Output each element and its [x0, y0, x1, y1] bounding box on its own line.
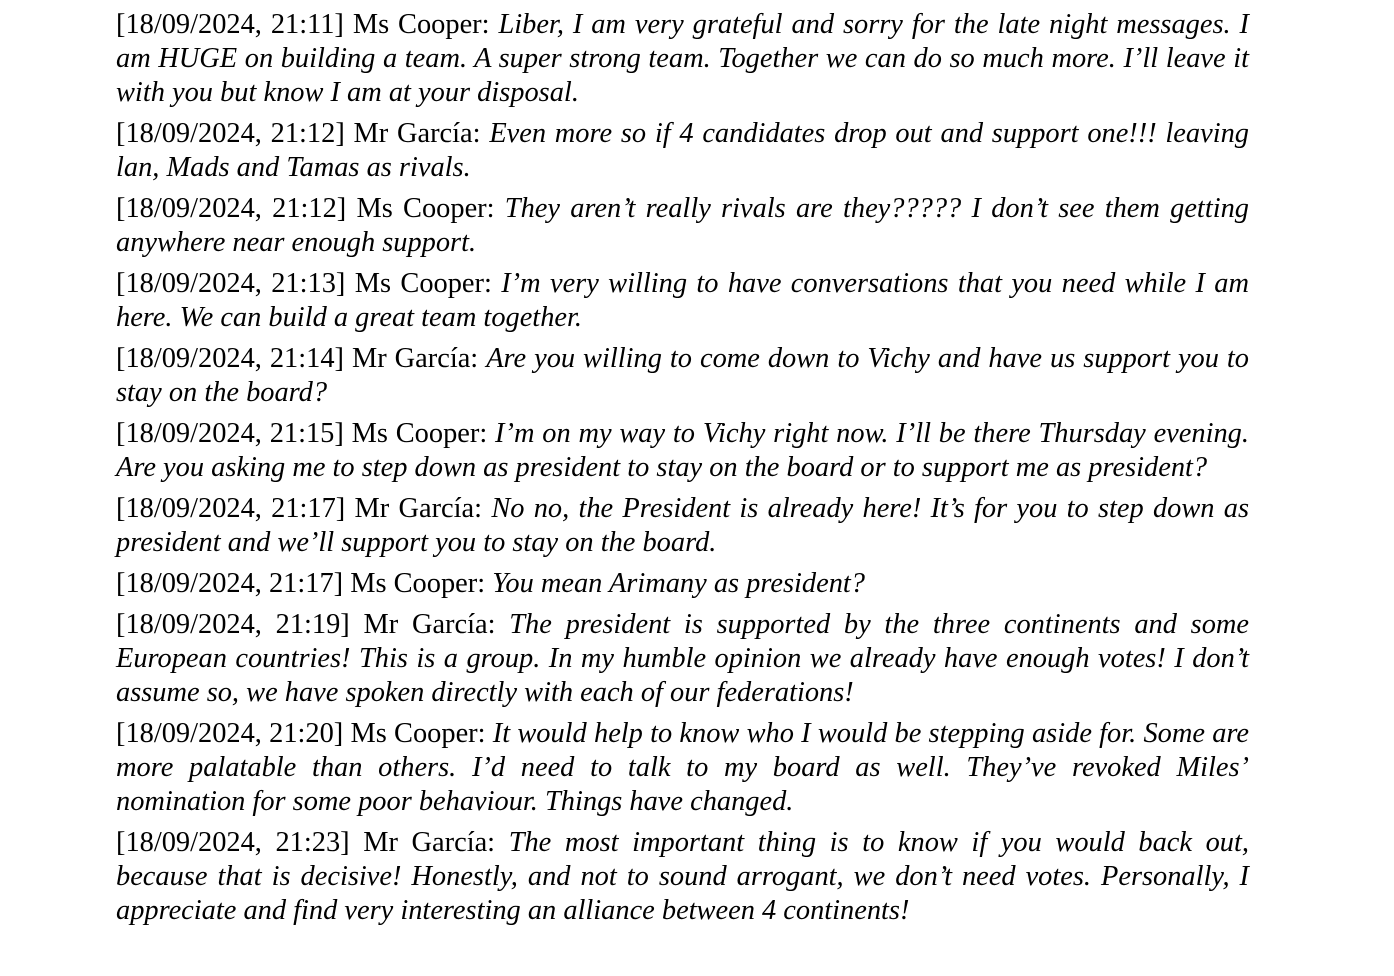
message-text: The president is supported by the three continents and some European countries! This is a group. In my humble opinion we already have enough votes! I don’t assume so, we have spoken directly with each of our federations! — [116, 609, 1249, 708]
message-timestamp: [18/09/2024, 21:14] — [116, 343, 344, 374]
message-timestamp: [18/09/2024, 21:12] — [116, 193, 347, 224]
message-speaker: Ms Cooper: — [350, 718, 486, 749]
message-timestamp: [18/09/2024, 21:12] — [116, 118, 345, 149]
message-speaker: Ms Cooper: — [354, 268, 492, 299]
message-11 — [116, 826, 1249, 928]
message-timestamp: [18/09/2024, 21:17] — [116, 493, 346, 524]
message-2 — [116, 117, 1249, 185]
message-speaker: Mr García: — [354, 493, 483, 524]
message-9 — [116, 608, 1249, 710]
message-6 — [116, 417, 1249, 485]
message-8 — [116, 567, 1249, 601]
message-timestamp: [18/09/2024, 21:23] — [116, 827, 350, 858]
message-text: No no, the President is already here! It’s for you to step down as president and we’ll support you to stay on the board. — [116, 493, 1250, 558]
message-text: Are you willing to come down to Vichy and have us support you to stay on the board? — [116, 343, 1250, 408]
message-speaker: Mr García: — [353, 118, 481, 149]
message-4 — [116, 267, 1249, 335]
message-timestamp: [18/09/2024, 21:11] — [116, 9, 344, 40]
message-timestamp: [18/09/2024, 21:15] — [116, 418, 344, 449]
message-text: Even more so if 4 candidates drop out and support one!!! leaving lan, Mads and Tamas as rivals. — [116, 118, 1249, 183]
message-text: Liber, I am very grateful and sorry for the late night messages. I am HUGE on building a team. A super strong team. Together we can do so much more. I’ll leave it with you but know I am at your disposal. — [116, 9, 1249, 108]
message-text: They aren’t really rivals are they????? I don’t see them getting anywhere near enough support. — [116, 193, 1249, 258]
message-text: I’m on my way to Vichy right now. I’ll be there Thursday evening. Are you asking me to step down as president to stay on the board or to support me as president? — [116, 418, 1249, 483]
message-text: I’m very willing to have conversations that you need while I am here. We can build a great team together. — [116, 268, 1249, 333]
message-timestamp: [18/09/2024, 21:17] — [116, 568, 344, 599]
message-speaker: Mr García: — [363, 827, 496, 858]
message-speaker: Mr García: — [363, 609, 496, 640]
message-3 — [116, 192, 1249, 260]
message-timestamp: [18/09/2024, 21:13] — [116, 268, 346, 299]
message-text: The most important thing is to know if you would back out, because that is decisive! Honestly, and not to sound arrogant, we don’t need votes. Personally, I appreciate and find very interesting an alliance between 4 continents! — [116, 827, 1249, 926]
message-7 — [116, 492, 1249, 560]
message-5 — [116, 342, 1249, 410]
message-speaker: Ms Cooper: — [351, 418, 488, 449]
message-speaker: Ms Cooper: — [356, 193, 495, 224]
message-text: It would help to know who I would be stepping aside for. Some are more palatable than others. I’d need to talk to my board as well. They’ve revoked Miles’ nomination for some poor behaviour. Things have changed. — [116, 718, 1249, 817]
message-log — [116, 8, 1249, 935]
message-speaker: Ms Cooper: — [352, 9, 490, 40]
message-speaker: Mr García: — [351, 343, 479, 374]
message-1 — [116, 8, 1249, 110]
message-timestamp: [18/09/2024, 21:20] — [116, 718, 344, 749]
message-speaker: Ms Cooper: — [350, 568, 486, 599]
message-timestamp: [18/09/2024, 21:19] — [116, 609, 350, 640]
message-text: You mean Arimany as president? — [492, 568, 865, 599]
message-10 — [116, 717, 1249, 819]
